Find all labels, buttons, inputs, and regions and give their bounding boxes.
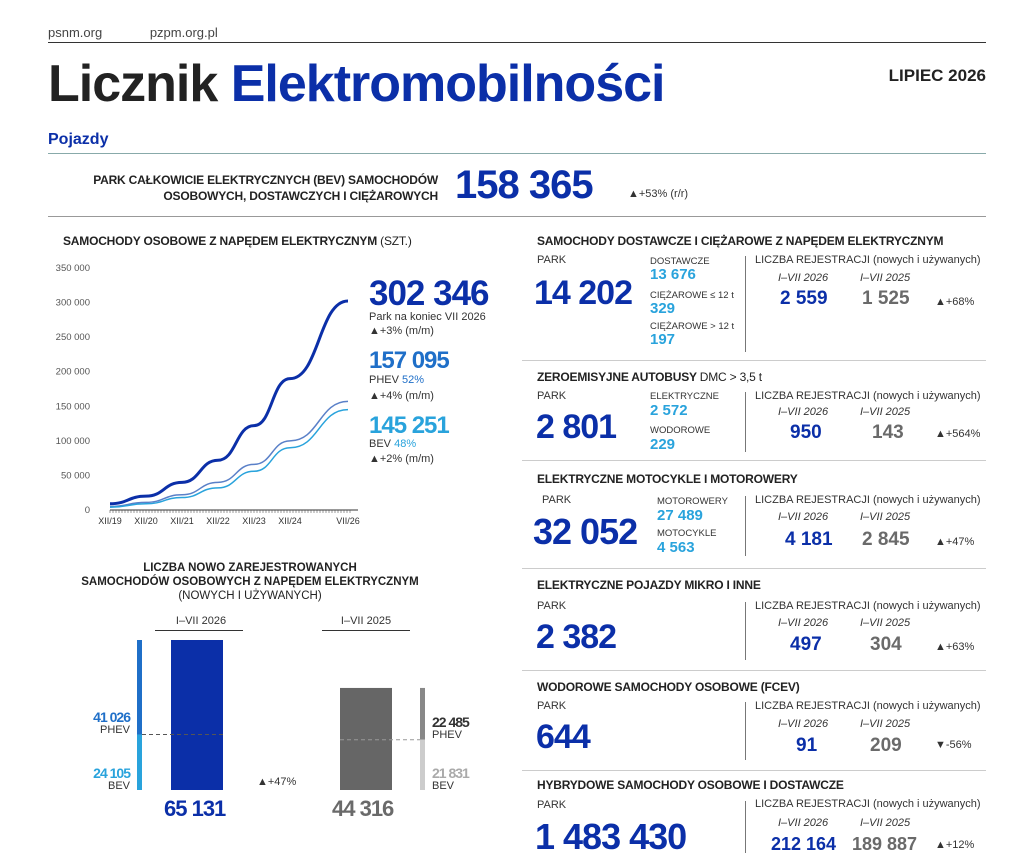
bar-2026-total bbox=[171, 640, 223, 790]
reg-total-2025: 44 316 bbox=[332, 796, 394, 821]
reg-bev-2025 bbox=[432, 766, 469, 792]
divider-fcev bbox=[522, 770, 986, 771]
moto-s2-label: MOTOCYKLE bbox=[657, 528, 717, 539]
moto-reg-label: LICZBA REJESTRACJI (nowych i używanych) bbox=[755, 494, 981, 506]
reg-bev-2026 bbox=[80, 766, 130, 792]
report-date: LIPIEC 2026 bbox=[888, 66, 986, 85]
y-tick-label: 50 000 bbox=[60, 470, 90, 482]
buses-s2-label: WODOROWE bbox=[650, 425, 711, 436]
fcev-reg-label: LICZBA REJESTRACJI (nowych i używanych) bbox=[755, 700, 981, 712]
fcev-change: ▼-56% bbox=[935, 739, 972, 751]
commercial-s2: 329 bbox=[650, 300, 676, 317]
passenger-phev-change: ▲+4% (m/m) bbox=[369, 390, 434, 402]
page-title bbox=[48, 55, 665, 113]
hybrid-v2026: 212 164 bbox=[771, 834, 837, 854]
hybrid-p2025: I–VII 2025 bbox=[860, 817, 911, 829]
buses-s1: 2 572 bbox=[650, 402, 688, 419]
passenger-line-chart bbox=[55, 258, 370, 530]
y-tick-label: 0 bbox=[84, 505, 90, 516]
divider-moto bbox=[522, 568, 986, 569]
micro-change: ▲+63% bbox=[935, 641, 975, 653]
reg-bev-2026-label: BEV bbox=[107, 780, 130, 792]
passenger-title bbox=[63, 234, 412, 248]
moto-v2025: 2 845 bbox=[862, 529, 910, 550]
passenger-bev-change: ▲+2% (m/m) bbox=[369, 453, 434, 465]
micro-p2025: I–VII 2025 bbox=[860, 617, 911, 629]
buses-change: ▲+564% bbox=[935, 428, 981, 440]
x-tick-label: XII/19 bbox=[98, 516, 122, 526]
moto-title: ELEKTRYCZNE MOTOCYKLE I MOTOROWERY bbox=[537, 472, 798, 486]
phev-label: PHEV bbox=[369, 374, 399, 386]
section-rule bbox=[48, 153, 986, 154]
y-tick-label: 100 000 bbox=[55, 435, 90, 447]
y-axis bbox=[56, 263, 90, 516]
x-tick-label: XII/21 bbox=[170, 516, 194, 526]
passenger-title-text: SAMOCHODY OSOBOWE Z NAPĘDEM ELEKTRYCZNYM bbox=[63, 234, 378, 248]
y-tick-label: 200 000 bbox=[55, 366, 90, 378]
moto-p2026: I–VII 2026 bbox=[778, 511, 829, 523]
divider-micro bbox=[522, 670, 986, 671]
buses-p2025: I–VII 2025 bbox=[860, 406, 911, 418]
passenger-total-change: ▲+3% (m/m) bbox=[369, 325, 434, 337]
reg-phev-2026-value: 41 026 bbox=[93, 709, 130, 725]
commercial-s1-label: DOSTAWCZE bbox=[650, 256, 710, 267]
reg-bev-2025-label: BEV bbox=[432, 780, 455, 792]
y-tick-label: 300 000 bbox=[55, 297, 90, 309]
fcev-park-label: PARK bbox=[537, 700, 567, 712]
bar-2025-bev-marker bbox=[420, 740, 425, 790]
link-psnm[interactable]: psnm.org bbox=[48, 25, 103, 40]
hybrid-park-label: PARK bbox=[537, 799, 567, 811]
moto-vline bbox=[745, 496, 746, 556]
moto-s2: 4 563 bbox=[657, 539, 695, 556]
header-rule bbox=[48, 42, 986, 43]
title-blue: Elektromobilności bbox=[230, 55, 665, 113]
commercial-v2026: 2 559 bbox=[780, 288, 828, 309]
reg-phev-2025-label: PHEV bbox=[432, 729, 462, 741]
x-tick-label: XII/24 bbox=[278, 516, 302, 526]
buses-reg-label: LICZBA REJESTRACJI (nowych i używanych) bbox=[755, 390, 981, 402]
bar-2026-bev-marker bbox=[137, 734, 142, 790]
buses-vline bbox=[745, 392, 746, 452]
micro-vline bbox=[745, 602, 746, 660]
commercial-s3: 197 bbox=[650, 331, 676, 348]
passenger-unit: (SZT.) bbox=[380, 234, 412, 248]
hybrid-vline bbox=[745, 801, 746, 853]
commercial-v2025: 1 525 bbox=[862, 288, 910, 309]
x-tick-label: XII/23 bbox=[242, 516, 266, 526]
reg-period-2026: I–VII 2026 bbox=[175, 615, 227, 627]
buses-p2026: I–VII 2026 bbox=[778, 406, 829, 418]
fcev-vline bbox=[745, 702, 746, 760]
reg-title-1: LICZBA NOWO ZAREJESTROWANYCH bbox=[143, 562, 357, 574]
y-tick-label: 250 000 bbox=[55, 332, 90, 344]
bev-park-change: ▲+53% (r/r) bbox=[628, 188, 689, 200]
bar-2026-phev-marker bbox=[137, 640, 142, 734]
header-links bbox=[48, 25, 262, 40]
x-tick-label: VII/26 bbox=[336, 516, 360, 526]
hybrid-park: 1 483 430 bbox=[535, 816, 687, 857]
bev-park-label bbox=[40, 172, 438, 204]
moto-s1-label: MOTOROWERY bbox=[657, 496, 728, 507]
bar-2025-phev-marker bbox=[420, 688, 425, 740]
buses-park: 2 801 bbox=[536, 408, 617, 446]
moto-p2025: I–VII 2025 bbox=[860, 511, 911, 523]
series-line-2 bbox=[110, 410, 348, 508]
section-title: Pojazdy bbox=[48, 131, 109, 148]
reg-bev-2026-value: 24 105 bbox=[93, 765, 130, 781]
bev-label: BEV bbox=[369, 438, 392, 450]
micro-reg-label: LICZBA REJESTRACJI (nowych i używanych) bbox=[755, 600, 981, 612]
title-black: Licznik bbox=[48, 55, 218, 113]
passenger-bev-label-row bbox=[369, 438, 416, 450]
bev-park-label-2: OSOBOWYCH, DOSTAWCZYCH I CIĘŻAROWYCH bbox=[163, 189, 438, 203]
hybrid-p2026: I–VII 2026 bbox=[778, 817, 829, 829]
reg-bev-2025-value: 21 831 bbox=[432, 765, 469, 781]
bar-2025-total bbox=[340, 688, 392, 790]
fcev-p2026: I–VII 2026 bbox=[778, 718, 829, 730]
buses-park-label: PARK bbox=[537, 390, 567, 402]
passenger-bev-value: 145 251 bbox=[369, 412, 449, 439]
reg-title-2: SAMOCHODÓW OSOBOWYCH Z NAPĘDEM ELEKTRYCZNYM bbox=[81, 576, 419, 588]
commercial-vline bbox=[745, 256, 746, 352]
x-tick-label: XII/20 bbox=[134, 516, 158, 526]
buses-v2025: 143 bbox=[872, 422, 904, 443]
reg-phev-2026-label: PHEV bbox=[100, 724, 130, 736]
buses-s2: 229 bbox=[650, 436, 676, 453]
passenger-total-note: Park na koniec VII 2026 bbox=[369, 311, 486, 323]
moto-change: ▲+47% bbox=[935, 536, 975, 548]
commercial-park: 14 202 bbox=[534, 274, 632, 312]
micro-v2025: 304 bbox=[870, 634, 902, 655]
commercial-park-label: PARK bbox=[537, 254, 567, 266]
chart-lines bbox=[110, 301, 348, 507]
fcev-v2025: 209 bbox=[870, 735, 902, 756]
fcev-p2025: I–VII 2025 bbox=[860, 718, 911, 730]
micro-v2026: 497 bbox=[790, 634, 822, 655]
hybrid-change: ▲+12% bbox=[935, 839, 975, 851]
passenger-phev-value: 157 095 bbox=[369, 347, 449, 374]
buses-title-text: ZEROEMISYJNE AUTOBUSY bbox=[537, 370, 697, 384]
reg-phev-2026 bbox=[80, 710, 130, 736]
link-pzpm[interactable]: pzpm.org.pl bbox=[149, 25, 218, 40]
divider-buses bbox=[522, 460, 986, 461]
commercial-s1: 13 676 bbox=[650, 266, 696, 283]
micro-title: ELEKTRYCZNE POJAZDY MIKRO I INNE bbox=[537, 578, 761, 592]
divider-commercial bbox=[522, 360, 986, 361]
bev-park-value: 158 365 bbox=[455, 163, 593, 207]
micro-park: 2 382 bbox=[536, 618, 617, 656]
bev-park-label-1: PARK CAŁKOWICIE ELEKTRYCZNYCH (BEV) SAMOCHODÓW bbox=[93, 173, 438, 187]
commercial-p2025: I–VII 2025 bbox=[860, 272, 911, 284]
commercial-p2026: I–VII 2026 bbox=[778, 272, 829, 284]
phev-pct: 52% bbox=[402, 374, 425, 386]
series-line-0 bbox=[110, 301, 348, 504]
fcev-park: 644 bbox=[536, 718, 590, 756]
y-tick-label: 350 000 bbox=[55, 263, 90, 274]
commercial-reg-label: LICZBA REJESTRACJI (nowych i używanych) bbox=[755, 254, 981, 266]
buses-title bbox=[537, 370, 762, 384]
buses-v2026: 950 bbox=[790, 422, 822, 443]
reg-phev-2025 bbox=[432, 715, 469, 741]
reg-change: ▲+47% bbox=[257, 776, 297, 788]
x-axis bbox=[98, 510, 360, 526]
commercial-s3-label: CIĘŻAROWE > 12 t bbox=[650, 321, 735, 332]
hybrid-v2025: 189 887 bbox=[852, 834, 918, 854]
divider-1 bbox=[48, 216, 986, 217]
commercial-change: ▲+68% bbox=[935, 296, 975, 308]
buses-s1-label: ELEKTRYCZNE bbox=[650, 391, 719, 402]
commercial-s2-label: CIĘŻAROWE ≤ 12 t bbox=[650, 290, 734, 301]
moto-park: 32 052 bbox=[533, 511, 638, 552]
micro-p2026: I–VII 2026 bbox=[778, 617, 829, 629]
x-tick-label: XII/22 bbox=[206, 516, 230, 526]
commercial-title: SAMOCHODY DOSTAWCZE I CIĘŻAROWE Z NAPĘDEM ELEKTRYCZNYM bbox=[537, 234, 944, 248]
moto-s1: 27 489 bbox=[657, 507, 703, 524]
moto-park-label: PARK bbox=[542, 494, 572, 506]
passenger-phev-label-row bbox=[369, 374, 424, 386]
passenger-total: 302 346 bbox=[369, 274, 489, 313]
reg-title-3: (NOWYCH I UŻYWANYCH) bbox=[178, 590, 322, 602]
reg-period-2025: I–VII 2025 bbox=[340, 615, 392, 627]
fcev-title: WODOROWE SAMOCHODY OSOBOWE (FCEV) bbox=[537, 680, 800, 694]
fcev-v2026: 91 bbox=[796, 735, 818, 756]
reg-phev-2025-value: 22 485 bbox=[432, 714, 469, 730]
hybrid-reg-label: LICZBA REJESTRACJI (nowych i używanych) bbox=[755, 798, 981, 810]
bev-pct: 48% bbox=[394, 438, 417, 450]
moto-v2026: 4 181 bbox=[785, 529, 833, 550]
y-tick-label: 150 000 bbox=[55, 401, 90, 413]
micro-park-label: PARK bbox=[537, 600, 567, 612]
reg-total-2026: 65 131 bbox=[164, 796, 226, 821]
registrations-title bbox=[40, 561, 460, 603]
buses-title-suffix: DMC > 3,5 t bbox=[699, 370, 762, 384]
hybrid-title: HYBRYDOWE SAMOCHODY OSOBOWE I DOSTAWCZE bbox=[537, 778, 844, 792]
